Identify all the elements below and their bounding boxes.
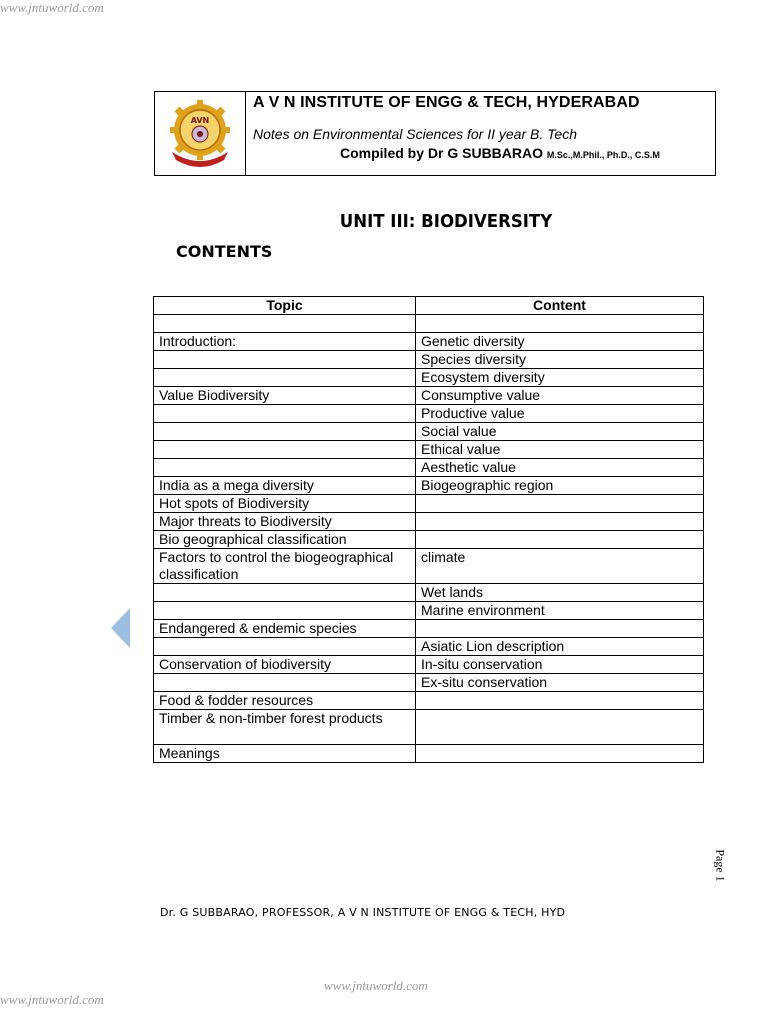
topic-cell: Timber & non-timber forest products bbox=[154, 710, 416, 745]
table-header-row bbox=[154, 297, 704, 315]
content-cell bbox=[416, 513, 704, 531]
topic-cell bbox=[154, 423, 416, 441]
content-cell: Productive value bbox=[416, 405, 704, 423]
side-arrow-icon[interactable] bbox=[111, 608, 130, 648]
table-row bbox=[154, 656, 704, 674]
topic-cell bbox=[154, 315, 416, 333]
content-cell: Ex-situ conservation bbox=[416, 674, 704, 692]
contents-heading: CONTENTS bbox=[176, 242, 273, 261]
table-row bbox=[154, 710, 704, 745]
compiled-by-name: Compiled by Dr G SUBBARAO bbox=[340, 145, 544, 161]
header-box bbox=[154, 91, 716, 176]
table-row bbox=[154, 602, 704, 620]
topic-cell: Conservation of biodiversity bbox=[154, 656, 416, 674]
contents-table bbox=[153, 296, 704, 763]
table-row bbox=[154, 387, 704, 405]
content-cell: Marine environment bbox=[416, 602, 704, 620]
table-row bbox=[154, 351, 704, 369]
topic-cell bbox=[154, 638, 416, 656]
watermark-bottom: www.jntuworld.com bbox=[0, 992, 104, 1007]
topic-cell: Bio geographical classification bbox=[154, 531, 416, 549]
table-row bbox=[154, 584, 704, 602]
content-cell: Species diversity bbox=[416, 351, 704, 369]
topic-cell bbox=[154, 351, 416, 369]
content-cell bbox=[416, 710, 704, 745]
topic-cell bbox=[154, 674, 416, 692]
content-cell: Wet lands bbox=[416, 584, 704, 602]
content-cell: Asiatic Lion description bbox=[416, 638, 704, 656]
compiled-by bbox=[253, 145, 707, 161]
topic-cell bbox=[154, 584, 416, 602]
topic-cell: Endangered & endemic species bbox=[154, 620, 416, 638]
topic-cell bbox=[154, 602, 416, 620]
table-row bbox=[154, 674, 704, 692]
table-row bbox=[154, 549, 704, 584]
content-cell bbox=[416, 495, 704, 513]
table-row bbox=[154, 459, 704, 477]
table-row bbox=[154, 477, 704, 495]
contents-table-body bbox=[154, 315, 704, 763]
table-row bbox=[154, 441, 704, 459]
topic-cell bbox=[154, 405, 416, 423]
content-cell bbox=[416, 531, 704, 549]
topic-cell: Introduction: bbox=[154, 333, 416, 351]
topic-cell: Factors to control the biogeographical classification bbox=[154, 549, 416, 584]
table-row bbox=[154, 531, 704, 549]
header-topic: Topic bbox=[154, 297, 416, 315]
content-cell: Biogeographic region bbox=[416, 477, 704, 495]
svg-text:AVN: AVN bbox=[190, 115, 210, 125]
institute-logo-icon bbox=[162, 96, 238, 172]
content-cell: Social value bbox=[416, 423, 704, 441]
content-cell: Aesthetic value bbox=[416, 459, 704, 477]
table-row bbox=[154, 495, 704, 513]
topic-cell: Hot spots of Biodiversity bbox=[154, 495, 416, 513]
content-cell: Ecosystem diversity bbox=[416, 369, 704, 387]
page-number: Page 1 bbox=[713, 849, 728, 882]
header-content: Content bbox=[416, 297, 704, 315]
content-cell bbox=[416, 745, 704, 763]
watermark-top: www.jntuworld.com bbox=[0, 0, 104, 15]
footer-text: Dr. G SUBBARAO, PROFESSOR, A V N INSTITUTE OF ENGG & TECH, HYD bbox=[160, 906, 566, 919]
notes-subtitle: Notes on Environmental Sciences for II year B. Tech bbox=[253, 126, 577, 142]
content-cell bbox=[416, 692, 704, 710]
table-row bbox=[154, 405, 704, 423]
table-row bbox=[154, 369, 704, 387]
table-row bbox=[154, 423, 704, 441]
content-cell: In-situ conservation bbox=[416, 656, 704, 674]
topic-cell: Major threats to Biodiversity bbox=[154, 513, 416, 531]
topic-cell: Value Biodiversity bbox=[154, 387, 416, 405]
topic-cell: India as a mega diversity bbox=[154, 477, 416, 495]
watermark-middle: www.jntuworld.com bbox=[324, 978, 428, 993]
content-cell bbox=[416, 620, 704, 638]
header-info-cell bbox=[246, 92, 715, 175]
table-row bbox=[154, 620, 704, 638]
institute-name: A V N INSTITUTE OF ENGG & TECH, HYDERABAD bbox=[253, 94, 640, 111]
topic-cell: Food & fodder resources bbox=[154, 692, 416, 710]
table-row bbox=[154, 692, 704, 710]
topic-cell bbox=[154, 459, 416, 477]
content-cell: Ethical value bbox=[416, 441, 704, 459]
topic-cell bbox=[154, 441, 416, 459]
table-row bbox=[154, 315, 704, 333]
institute-logo-cell bbox=[155, 92, 246, 175]
table-row bbox=[154, 513, 704, 531]
topic-cell: Meanings bbox=[154, 745, 416, 763]
topic-cell bbox=[154, 369, 416, 387]
content-cell bbox=[416, 315, 704, 333]
content-cell: Genetic diversity bbox=[416, 333, 704, 351]
table-row bbox=[154, 333, 704, 351]
content-cell: climate bbox=[416, 549, 704, 584]
table-row bbox=[154, 745, 704, 763]
unit-title: UNIT III: BIODIVERSITY bbox=[339, 211, 553, 232]
author-degrees: M.Sc.,M.Phil., Ph.D., C.S.M bbox=[546, 150, 660, 160]
table-row bbox=[154, 638, 704, 656]
content-cell: Consumptive value bbox=[416, 387, 704, 405]
